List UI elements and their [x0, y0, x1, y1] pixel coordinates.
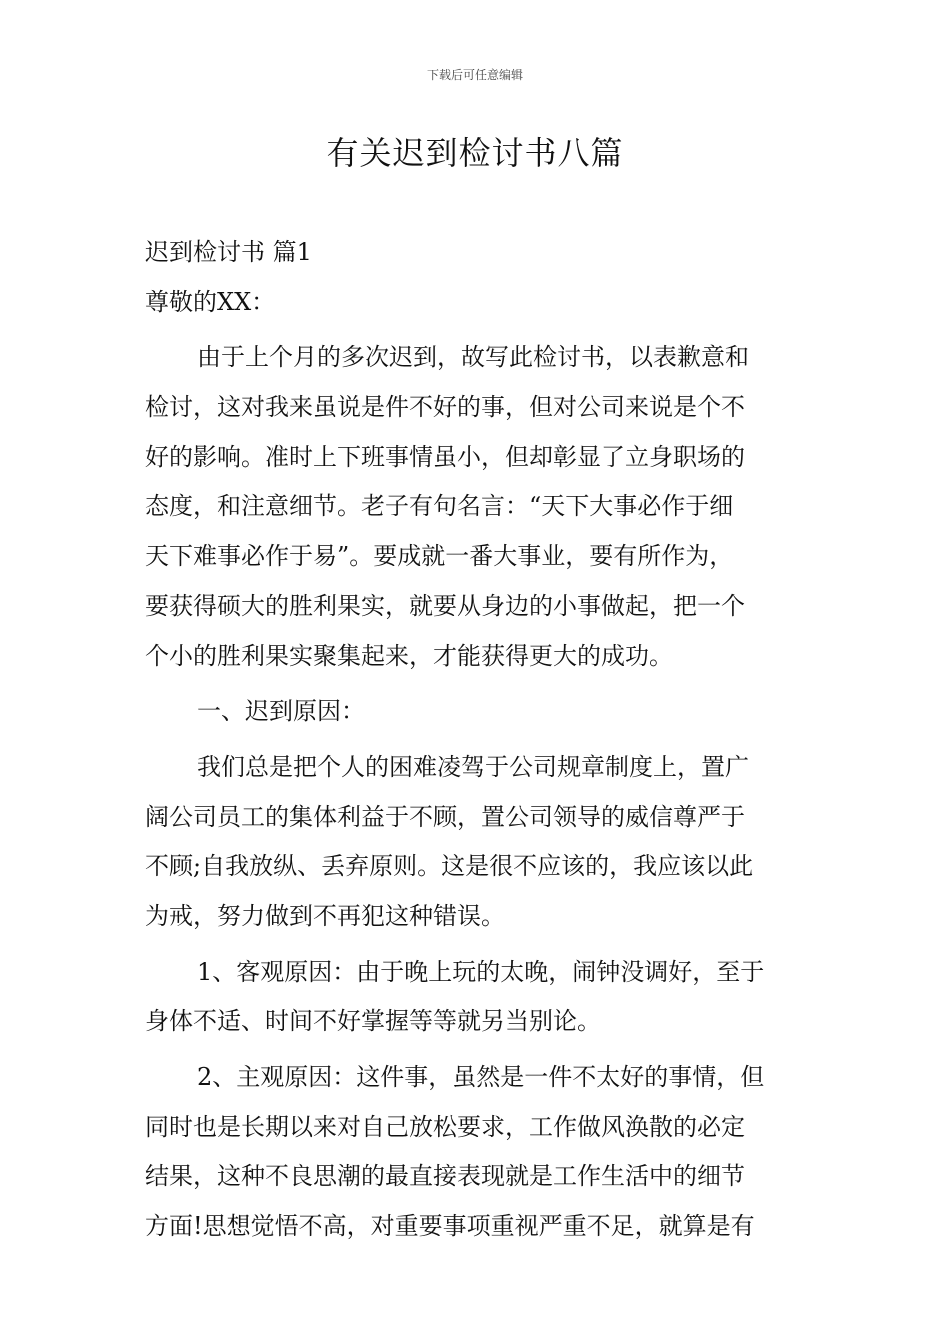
paragraph-line: 个小的胜利果实聚集起来，才能获得更大的成功。	[145, 641, 673, 670]
page-header-note: 下载后可任意编辑	[426, 68, 523, 82]
paragraph-line: 天下难事必作于易”。要成就一番大事业，要有所作为，	[145, 542, 734, 571]
section-heading: 迟到检讨书 篇1	[145, 238, 312, 266]
paragraph-intro	[145, 333, 807, 681]
paragraph-line: 1、客观原因：由于晚上玩的太晚，闹钟没调好，至于	[197, 957, 765, 986]
paragraph-line: 为戒，努力做到不再犯这种错误。	[145, 901, 505, 930]
paragraph-line: 方面!思想觉悟不高，对重要事项重视严重不足，就算是有	[145, 1212, 755, 1241]
paragraph-line: 检讨，这对我来虽说是件不好的事，但对公司来说是个不	[145, 393, 745, 422]
paragraph-reasons	[145, 743, 807, 942]
document-title: 有关迟到检讨书八篇	[326, 134, 624, 172]
document-body	[145, 228, 807, 1252]
paragraph-objective	[145, 948, 807, 1047]
paragraph-line: 态度，和注意细节。老子有句名言：“天下大事必作于细	[145, 492, 734, 521]
paragraph-line: 身体不适、时间不好掌握等等就另当别论。	[145, 1007, 601, 1036]
paragraph-line: 我们总是把个人的困难凌驾于公司规章制度上，置广	[197, 752, 749, 781]
paragraph-line: 一、迟到原因：	[197, 697, 365, 726]
paragraph-line: 要获得硕大的胜利果实，就要从身边的小事做起，把一个	[145, 591, 745, 620]
paragraph-line: 好的影响。准时上下班事情虽小，但却彰显了立身职场的	[145, 442, 745, 471]
paragraph-line: 不顾;自我放纵、丢弃原则。这是很不应该的，我应该以此	[145, 852, 754, 881]
salutation: 尊敬的XX：	[145, 287, 276, 316]
paragraph-subjective	[145, 1053, 807, 1252]
paragraph-line: 由于上个月的多次迟到，故写此检讨书，以表歉意和	[197, 343, 749, 372]
subheading-reasons	[145, 687, 807, 737]
paragraph-line: 阔公司员工的集体利益于不顾，置公司领导的威信尊严于	[145, 802, 745, 831]
paragraph-line: 2、主观原因：这件事，虽然是一件不太好的事情，但	[197, 1063, 765, 1091]
paragraph-line: 结果，这种不良思潮的最直接表现就是工作生活中的细节	[145, 1162, 745, 1191]
paragraph-line: 同时也是长期以来对自己放松要求，工作做风涣散的必定	[145, 1112, 745, 1141]
